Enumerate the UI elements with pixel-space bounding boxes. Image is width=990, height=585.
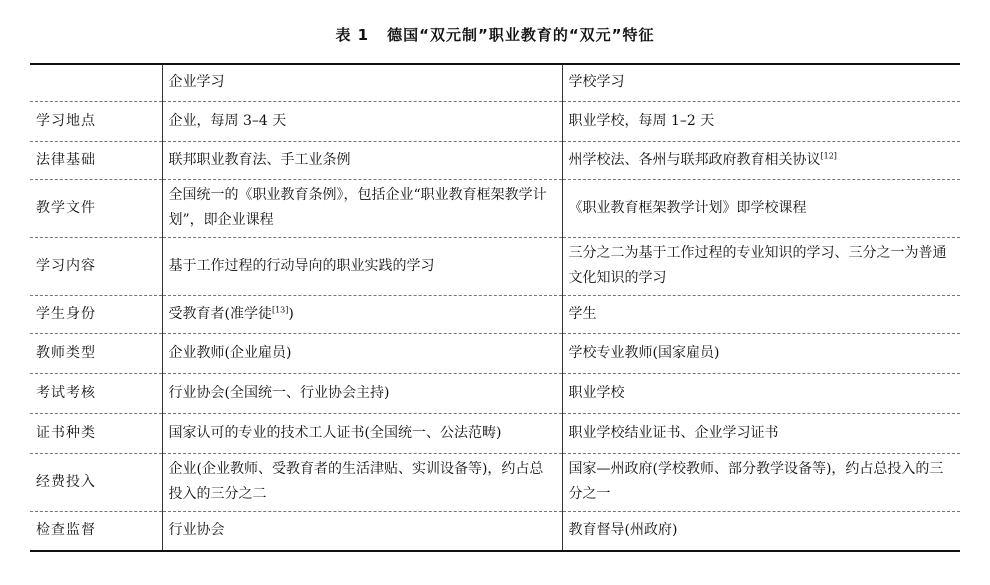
table-number: 表 1 <box>335 26 370 44</box>
table-row <box>30 179 960 237</box>
enterprise-cell: 行业协会(全国统一、行业协会主持) <box>162 373 562 413</box>
enterprise-cell <box>162 295 562 333</box>
enterprise-cell: 行业协会 <box>162 511 562 551</box>
table-row <box>30 237 960 295</box>
table-row <box>30 141 960 179</box>
row-label: 证书种类 <box>30 413 162 453</box>
table-title <box>0 24 990 45</box>
comparison-table <box>30 63 960 552</box>
school-cell: 职业学校，每周 1–2 天 <box>562 101 960 141</box>
row-label: 学生身份 <box>30 295 162 333</box>
enterprise-cell-text: 受教育者(准学徒 <box>168 305 272 322</box>
enterprise-cell: 联邦职业教育法、手工业条例 <box>162 141 562 179</box>
enterprise-cell: 全国统一的《职业教育条例》，包括企业“职业教育框架教学计划”，即企业课程 <box>162 179 562 237</box>
row-label: 经费投入 <box>30 453 162 511</box>
row-label: 法律基础 <box>30 141 162 179</box>
table-row <box>30 101 960 141</box>
header-empty-cell <box>30 64 162 101</box>
row-label: 教师类型 <box>30 333 162 373</box>
school-cell-text: 州学校法、各州与联邦政府教育相关协议 <box>568 151 821 168</box>
header-school: 学校学习 <box>562 64 960 101</box>
table-caption: 德国“双元制”职业教育的“双元”特征 <box>387 26 655 44</box>
school-cell: 职业学校 <box>562 373 960 413</box>
enterprise-cell: 企业，每周 3–4 天 <box>162 101 562 141</box>
school-cell: 学校专业教师(国家雇员) <box>562 333 960 373</box>
row-label: 教学文件 <box>30 179 162 237</box>
row-label: 检查监督 <box>30 511 162 551</box>
school-cell: 三分之二为基于工作过程的专业知识的学习、三分之一为普通文化知识的学习 <box>562 237 960 295</box>
table-row <box>30 373 960 413</box>
header-row <box>30 64 960 101</box>
enterprise-cell-tail: ) <box>288 305 294 322</box>
row-label: 学习内容 <box>30 237 162 295</box>
table-row <box>30 511 960 551</box>
school-cell: 《职业教育框架教学计划》即学校课程 <box>562 179 960 237</box>
school-cell: 职业学校结业证书、企业学习证书 <box>562 413 960 453</box>
table-row <box>30 453 960 511</box>
table-row <box>30 413 960 453</box>
school-cell: 学生 <box>562 295 960 333</box>
footnote-ref: [12] <box>820 150 837 160</box>
enterprise-cell: 企业(企业教师、受教育者的生活津贴、实训设备等)，约占总投入的三分之二 <box>162 453 562 511</box>
enterprise-cell: 企业教师(企业雇员) <box>162 333 562 373</box>
header-enterprise: 企业学习 <box>162 64 562 101</box>
footnote-ref: [13] <box>271 304 289 314</box>
school-cell <box>562 141 960 179</box>
enterprise-cell: 基于工作过程的行动导向的职业实践的学习 <box>162 237 562 295</box>
table-row <box>30 295 960 333</box>
row-label: 学习地点 <box>30 101 162 141</box>
school-cell: 国家—州政府(学校教师、部分教学设备等)，约占总投入的三分之一 <box>562 453 960 511</box>
school-cell: 教育督导(州政府) <box>562 511 960 551</box>
row-label: 考试考核 <box>30 373 162 413</box>
enterprise-cell: 国家认可的专业的技术工人证书(全国统一、公法范畴) <box>162 413 562 453</box>
table-row <box>30 333 960 373</box>
